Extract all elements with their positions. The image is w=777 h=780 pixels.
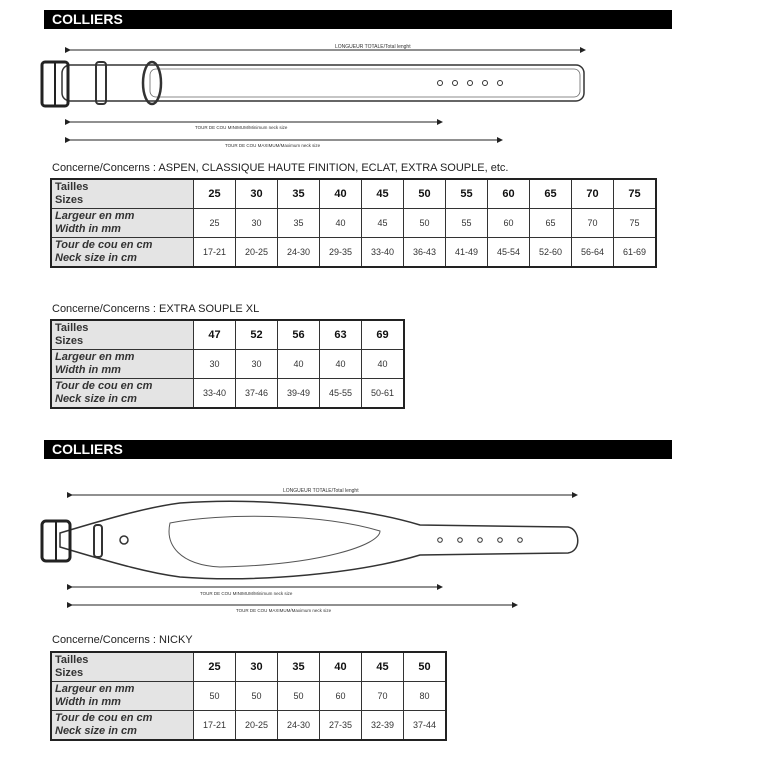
size-table (50, 651, 447, 741)
size-cell: 47 (194, 320, 236, 350)
width-cell: 30 (194, 350, 236, 379)
size-cell: 45 (362, 652, 404, 682)
row-label-sizes: Tailles Sizes (51, 652, 194, 682)
width-cell: 50 (236, 682, 278, 711)
size-cell: 52 (236, 320, 278, 350)
table-caption: Concerne/Concerns : ASPEN, CLASSIQUE HAUTE FINITION, ECLAT, EXTRA SOUPLE, etc. (52, 162, 509, 174)
width-cell: 70 (572, 209, 614, 238)
width-cell: 60 (488, 209, 530, 238)
size-cell: 30 (236, 179, 278, 209)
table-row-neck (51, 711, 446, 741)
section-title-bar (44, 440, 672, 459)
size-table (50, 178, 657, 268)
neck-cell: 45-54 (488, 238, 530, 268)
width-cell: 30 (236, 350, 278, 379)
size-table (50, 319, 405, 409)
min-neck-label: TOUR DE COU MINIMUM/Minimum neck size (200, 591, 293, 596)
width-cell: 25 (194, 209, 236, 238)
neck-cell: 45-55 (320, 379, 362, 409)
neck-cell: 20-25 (236, 238, 278, 268)
table-row-sizes (51, 179, 656, 209)
neck-cell: 17-21 (194, 238, 236, 268)
neck-cell: 52-60 (530, 238, 572, 268)
width-cell: 50 (194, 682, 236, 711)
neck-cell: 24-30 (278, 711, 320, 741)
neck-cell: 50-61 (362, 379, 405, 409)
width-cell: 40 (362, 350, 405, 379)
size-cell: 40 (320, 652, 362, 682)
size-cell: 35 (278, 652, 320, 682)
neck-cell: 20-25 (236, 711, 278, 741)
row-label-sizes: Tailles Sizes (51, 179, 194, 209)
width-cell: 40 (320, 209, 362, 238)
row-label-width: Largeur en mm Width in mm (51, 350, 194, 379)
table-row-neck (51, 238, 656, 268)
table-row-sizes (51, 320, 404, 350)
size-cell: 25 (194, 179, 236, 209)
collar-diagram (0, 40, 777, 155)
size-cell: 40 (320, 179, 362, 209)
width-cell: 80 (404, 682, 447, 711)
neck-cell: 36-43 (404, 238, 446, 268)
size-cell: 50 (404, 652, 447, 682)
section-title: COLLIERS (52, 441, 123, 457)
size-cell: 30 (236, 652, 278, 682)
total-length-label: LONGUEUR TOTALE/Total lenght (335, 44, 411, 50)
width-cell: 35 (278, 209, 320, 238)
neck-cell: 56-64 (572, 238, 614, 268)
neck-cell: 33-40 (362, 238, 404, 268)
size-cell: 45 (362, 179, 404, 209)
neck-cell: 37-46 (236, 379, 278, 409)
size-cell: 35 (278, 179, 320, 209)
max-neck-label: TOUR DE COU MAXIMUM/Maximum neck size (225, 143, 321, 148)
neck-cell: 32-39 (362, 711, 404, 741)
width-cell: 75 (614, 209, 657, 238)
row-label-neck: Tour de cou en cm Neck size in cm (51, 379, 194, 409)
neck-cell: 33-40 (194, 379, 236, 409)
table-row-width (51, 682, 446, 711)
table-row-width (51, 350, 404, 379)
size-cell: 55 (446, 179, 488, 209)
width-cell: 70 (362, 682, 404, 711)
width-cell: 30 (236, 209, 278, 238)
size-cell: 75 (614, 179, 657, 209)
width-cell: 55 (446, 209, 488, 238)
section-title-bar (44, 10, 672, 29)
row-label-width: Largeur en mm Width in mm (51, 209, 194, 238)
table-caption: Concerne/Concerns : NICKY (52, 634, 193, 646)
width-cell: 40 (320, 350, 362, 379)
size-cell: 25 (194, 652, 236, 682)
size-cell: 63 (320, 320, 362, 350)
collar-strap (62, 65, 584, 101)
row-label-width: Largeur en mm Width in mm (51, 682, 194, 711)
size-cell: 69 (362, 320, 405, 350)
max-neck-label: TOUR DE COU MAXIMUM/Maximum neck size (236, 608, 332, 613)
width-cell: 60 (320, 682, 362, 711)
neck-cell: 24-30 (278, 238, 320, 268)
neck-cell: 41-49 (446, 238, 488, 268)
section-title: COLLIERS (52, 11, 123, 27)
size-cell: 60 (488, 179, 530, 209)
size-cell: 70 (572, 179, 614, 209)
neck-cell: 17-21 (194, 711, 236, 741)
width-cell: 40 (278, 350, 320, 379)
total-length-label: LONGUEUR TOTALE/Total lenght (283, 488, 359, 494)
table-caption: Concerne/Concerns : EXTRA SOUPLE XL (52, 303, 260, 315)
collar-diagram (0, 485, 777, 615)
size-cell: 65 (530, 179, 572, 209)
neck-cell: 29-35 (320, 238, 362, 268)
size-cell: 56 (278, 320, 320, 350)
width-cell: 65 (530, 209, 572, 238)
neck-cell: 39-49 (278, 379, 320, 409)
width-cell: 45 (362, 209, 404, 238)
neck-cell: 61-69 (614, 238, 657, 268)
neck-cell: 37-44 (404, 711, 447, 741)
table-row-sizes (51, 652, 446, 682)
row-label-neck: Tour de cou en cm Neck size in cm (51, 711, 194, 741)
row-label-neck: Tour de cou en cm Neck size in cm (51, 238, 194, 268)
min-neck-label: TOUR DE COU MINIMUM/Minimum neck size (195, 125, 288, 130)
table-row-neck (51, 379, 404, 409)
width-cell: 50 (278, 682, 320, 711)
table-row-width (51, 209, 656, 238)
size-cell: 50 (404, 179, 446, 209)
row-label-sizes: Tailles Sizes (51, 320, 194, 350)
neck-cell: 27-35 (320, 711, 362, 741)
width-cell: 50 (404, 209, 446, 238)
